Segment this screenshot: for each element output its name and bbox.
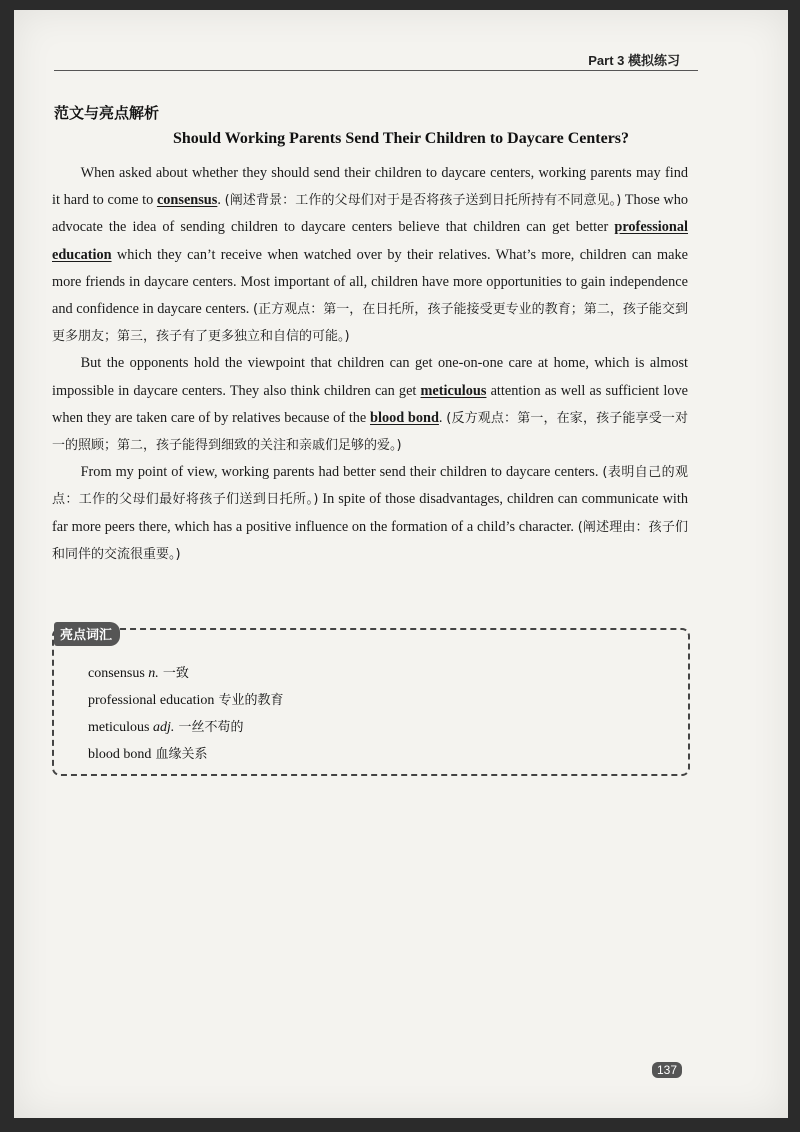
keyword-meticulous: meticulous <box>420 382 487 399</box>
essay-body <box>52 160 688 568</box>
vocab-word: blood bond <box>88 747 152 762</box>
vocab-pos: n. <box>148 666 159 681</box>
keyword-consensus: consensus <box>156 192 218 209</box>
text: When asked about whether they should send their children to daycare centers, working parents may find it hard to come to <box>52 165 688 209</box>
vocabulary-list <box>88 660 284 768</box>
text: In spite of those disadvantages, children can communicate with far more peers there, which has a positive influence on the formation of a child’s character. <box>52 491 688 535</box>
text: But the opponents hold the viewpoint that children can get one-on-one care at home, which is almost impossible in daycare centers. They also think children can get <box>52 355 688 399</box>
vocab-item <box>88 714 284 741</box>
annotation: (阐述背景：工作的父母们对于是否将孩子送到日托所持有不同意见。) <box>224 193 622 209</box>
vocabulary-tag: 亮点词汇 <box>54 622 120 646</box>
vocab-meaning: 一丝不苟的 <box>174 720 244 735</box>
text: Those who advocate the idea of sending children to daycare centers believe that children can get better <box>52 192 688 236</box>
text: . <box>217 192 225 209</box>
text: attention as well as sufficient love when they are taken care of by relatives because of the <box>52 382 688 426</box>
annotation: (正方观点：第一，在日托所，孩子能接受更专业的教育；第二，孩子能交到更多朋友；第三，孩子有了更多独立和自信的可能。) <box>52 302 688 345</box>
vocab-item <box>88 660 284 687</box>
annotation: (阐述理由：孩子们和同伴的交流很重要。) <box>52 519 688 562</box>
vocab-word: professional education <box>88 693 215 708</box>
paragraph-3 <box>52 459 688 568</box>
page-number: 137 <box>652 1062 682 1078</box>
vocab-meaning: 专业的教育 <box>214 693 284 708</box>
keyword-blood-bond: blood bond <box>370 409 439 426</box>
paragraph-2 <box>52 350 688 459</box>
vocab-meaning: 血缘关系 <box>151 747 208 762</box>
vocab-word: meticulous <box>88 720 153 735</box>
header-rule <box>54 70 698 71</box>
section-title: 范文与亮点解析 <box>54 104 160 122</box>
text: which they can’t receive when watched over by their relatives. What’s more, children can make more friends in daycare centers. Most important of all, children have more opportunities to gain independence and confidence in daycare centers. <box>52 246 688 318</box>
book-page <box>14 10 788 1118</box>
text: From my point of view, working parents had better send their children to daycare centers. <box>80 464 603 481</box>
vocab-item <box>88 687 284 714</box>
annotation: (反方观点：第一，在家，孩子能享受一对一的照顾；第二，孩子能得到细致的关注和亲戚们足够的爱。) <box>52 410 689 454</box>
paragraph-1 <box>52 160 688 350</box>
keyword-professional-education: professional education <box>52 219 688 263</box>
vocab-item <box>88 741 284 768</box>
text: . <box>438 409 447 426</box>
vocab-meaning: 一致 <box>158 666 189 681</box>
essay-title: Should Working Parents Send Their Children to Daycare Centers? <box>172 130 630 147</box>
annotation: (表明自己的观点：工作的父母们最好将孩子们送到日托所。) <box>52 465 688 508</box>
vocabulary-box <box>52 628 690 776</box>
vocab-pos: adj. <box>152 720 175 735</box>
part-header: Part 3 模拟练习 <box>588 53 680 68</box>
vocab-word: consensus <box>88 666 149 681</box>
